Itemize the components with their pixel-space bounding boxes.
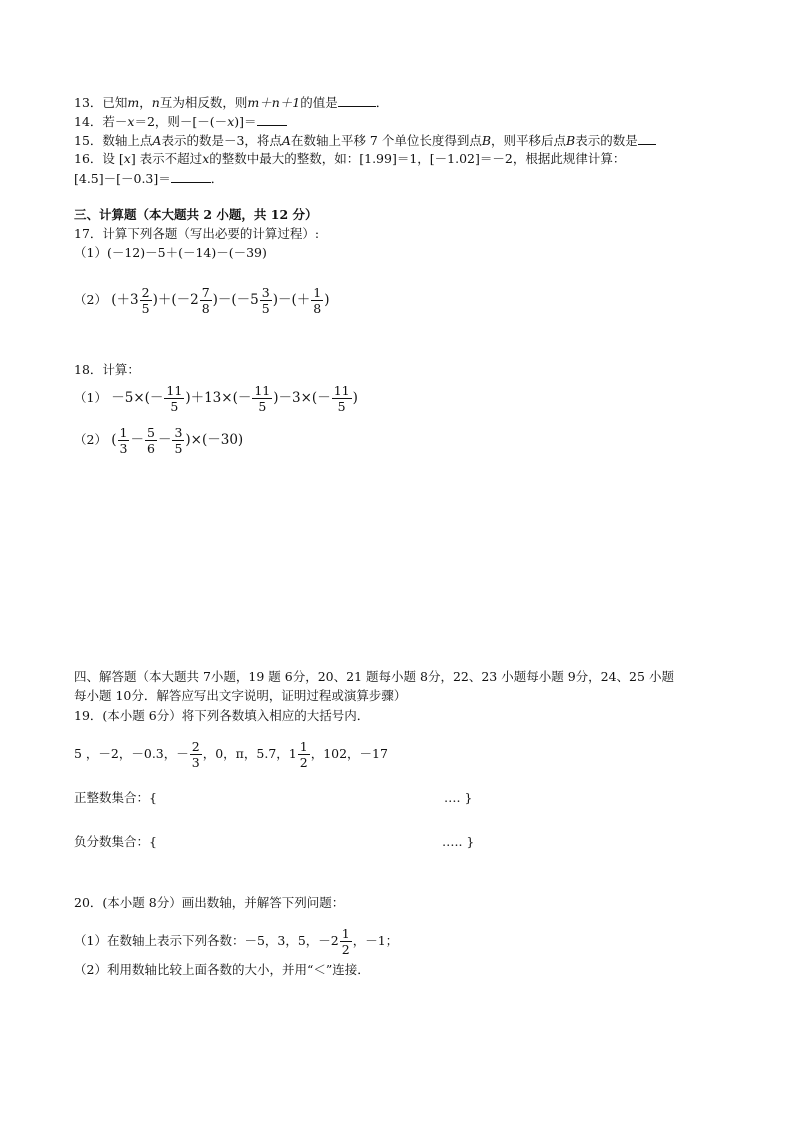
negative-fraction-set-label: 负分数集合：{ bbox=[74, 834, 157, 849]
fraction: $\frac{11}{5}$ bbox=[166, 383, 183, 414]
fraction: $\frac{3}{5}$ bbox=[174, 425, 183, 456]
question-15: 15．数轴上点A表示的数是－3，将点A在数轴上平移 7 个单位长度得到点B，则平移后点B表示的数是 bbox=[74, 132, 656, 149]
negative-fraction-set-end: ….. } bbox=[442, 834, 475, 849]
question-16-line2: [4.5]－[－0.3]＝ ． bbox=[74, 171, 224, 186]
fraction: $\frac{11}{5}$ bbox=[254, 383, 271, 414]
question-14: 14．若－x＝2，则－[－(－x)]＝ bbox=[74, 113, 287, 130]
section-4-title: 四、解答题（本大题共 7小题，19 题 6分，20、21 题每小题 8分，22、23 小题每小题 9分，24、25 小题 bbox=[74, 669, 674, 684]
fraction: $\frac{2}{3}$ bbox=[191, 739, 200, 770]
question-20-part1: （1）在数轴上表示下列各数：－5，3，5，－2 $\frac{1}{2}$ ，－1； bbox=[74, 926, 399, 957]
fraction: $\frac{5}{6}$ bbox=[146, 425, 155, 456]
answer-blank[interactable] bbox=[257, 113, 287, 126]
positive-integer-answer-area[interactable] bbox=[196, 792, 436, 806]
question-16: 16．设 [x] 表示不超过x的整数中最大的整数，如：[1.99]＝1，[－1.02]＝－2，根据此规律计算： bbox=[74, 151, 626, 166]
question-17-title: 17．计算下列各题（写出必要的计算过程）: bbox=[74, 226, 320, 241]
fraction: $\frac{2}{5}$ bbox=[141, 285, 150, 316]
answer-blank[interactable] bbox=[338, 94, 376, 107]
positive-integer-set-label: 正整数集合：{ bbox=[74, 790, 157, 805]
question-18-part2: （2） ( $\frac{1}{3}$ － $\frac{5}{6}$ － $\frac{3}{5}$ )×(－30) bbox=[74, 425, 244, 456]
question-20-title: 20．(本小题 8分）画出数轴，并解答下列问题： bbox=[74, 895, 345, 910]
question-19-numbers: 5 ，－2，－0.3，－ $\frac{2}{3}$ ，0，π，5.7，1 $\frac{1}{2}$ ，102，－17 bbox=[74, 739, 388, 770]
question-13: 13．已知m，n互为相反数，则m＋n＋1的值是 ． bbox=[74, 95, 389, 110]
fraction: $\frac{1}{3}$ bbox=[119, 425, 128, 456]
negative-fraction-answer-area[interactable] bbox=[196, 836, 436, 850]
section-3-title: 三、计算题（本大题共 2 小题，共 12 分） bbox=[74, 207, 318, 222]
fraction: $\frac{1}{2}$ bbox=[299, 739, 308, 770]
fraction: $\frac{3}{5}$ bbox=[261, 285, 270, 316]
fraction: $\frac{7}{8}$ bbox=[201, 285, 210, 316]
fraction: $\frac{1}{2}$ bbox=[341, 926, 350, 957]
question-18-part1: （1） －5×(－ $\frac{11}{5}$ )＋13×(－ $\frac{11}{5}$ )－3×(－ $\frac{11}{5}$ ) bbox=[74, 383, 358, 414]
fraction: $\frac{11}{5}$ bbox=[333, 383, 350, 414]
question-19-title: 19．(本小题 6分）将下列各数填入相应的大括号内． bbox=[74, 708, 370, 723]
question-20-part2: （2）利用数轴比较上面各数的大小，并用“＜”连接． bbox=[74, 962, 370, 977]
answer-blank[interactable] bbox=[171, 170, 211, 183]
question-17-part1: （1）(－12)－5＋(－14)－(－39) bbox=[74, 245, 267, 260]
answer-blank[interactable] bbox=[638, 132, 656, 145]
question-17-part2: （2） (＋3 $\frac{2}{5}$ )＋(－2 $\frac{7}{8}$ )－(－5 $\frac{3}{5}$ )－(＋ $\frac{1}{8}$ ) bbox=[74, 285, 330, 316]
fraction: $\frac{1}{8}$ bbox=[313, 285, 322, 316]
question-18-title: 18．计算： bbox=[74, 362, 140, 377]
section-4-title-line2: 每小题 10分．解答应写出文字说明，证明过程或演算步骤） bbox=[74, 688, 407, 703]
positive-integer-set-end: …. } bbox=[444, 790, 473, 805]
